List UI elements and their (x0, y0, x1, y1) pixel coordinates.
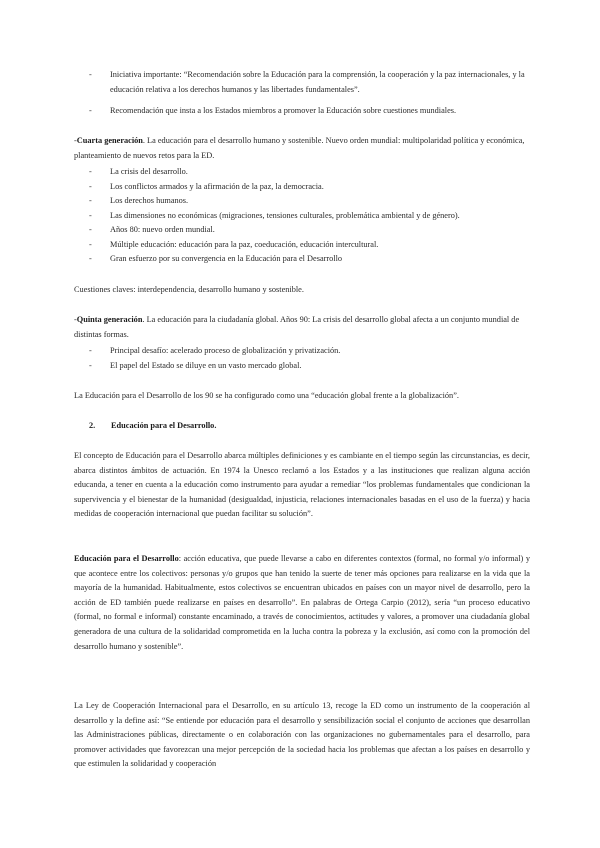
quinta-generacion-intro: . La educación para la ciudadanía global. Años 90: La crisis del desarrollo global afecta a un conjunto mundial de distintas formas. (74, 315, 520, 339)
section-number: 2. (89, 421, 96, 430)
bullet-marker: - (89, 106, 92, 115)
bullet-marker: - (89, 346, 92, 355)
cuarta-generacion-title: Cuarta generación (76, 136, 143, 145)
list-item: Gran esfuerzo por su convergencia en la Educación para el Desarrollo (110, 254, 343, 263)
list-item: Las dimensiones no económicas (migraciones, tensiones culturales, problemática ambiental y de género). (110, 211, 460, 220)
bullet-marker: - (89, 240, 92, 249)
list-item: Recomendación que insta a los Estados miembros a promover la Educación sobre cuestiones mundiales. (110, 106, 457, 115)
bullet-marker: - (89, 254, 92, 263)
bullet-marker: - (89, 211, 92, 220)
prefix-dash: - (74, 315, 77, 324)
bullet-marker: - (89, 225, 92, 234)
list-item: Años 80: nuevo orden mundial. (110, 225, 215, 234)
list-item: Principal desafío: acelerado proceso de globalización y privatización. (110, 346, 341, 355)
bullet-marker: - (89, 70, 92, 79)
cuestiones-claves: Cuestiones claves: interdependencia, desarrollo humano y sostenible. (74, 285, 304, 294)
concepto-paragraph: El concepto de Educación para el Desarrollo abarca múltiples definiciones y es cambiante en el tiempo según las circunstancias, es decir, abarca distintos ámbitos de actuación. En 1974 la Unesco reclamó a los Estados y a las instituciones que realizan alguna acción educanda, a tener en cuenta a la educación como instrumento para ayudar a remediar “los problemas fundamentales que condicionan la supervivencia y el bienestar de la humanidad (desigualdad, injusticia, relaciones internacionales basadas en el uso de la fuerza) y hacia medidas de cooperación internacional que puedan facilitar su solución”. (74, 451, 530, 519)
ed-90s-paragraph: La Educación para el Desarrollo de los 90 se ha configurado como una “educación global frente a la globalización”. (74, 391, 459, 400)
definicion-text: : acción educativa, que puede llevarse a cabo en diferentes contextos (formal, no formal y/o informal) y que acontece entre los colectivos: personas y/o grupos que han tenido la suerte de tener más opciones para realizarse en la vida que la mayoría de la humanidad. Habitualmente, estos colectivos se encuentran ubicados en países con un mayor nivel de desarrollo, pero la acción de ED también puede realizarse en países en desarrollo”. En palabras de Ortega Carpio (2012), sería “un proceso educativo (formal, no formal e informal) constante encaminado, a través de conocimientos, actitudes y valores, a promover una ciudadanía global generadora de una cultura de la solidaridad comprometida en la lucha contra la pobreza y la exclusión, así como con la promoción del desarrollo humano y sostenible”. (74, 554, 530, 651)
ley-paragraph: La Ley de Cooperación Internacional para el Desarrollo, en su artículo 13, recoge la ED como un instrumento de la cooperación al desarrollo y la define así: “Se entiende por educación para el desarrollo y sensibilización social el conjunto de acciones que desarrollan las Administraciones públicas, directamente o en colaboración con las organizaciones no gubernamentales para el desarrollo, para promover actividades que favorezcan una mejor percepción de la sociedad hacia los problemas que afectan a los países en desarrollo y que estimulen la solidaridad y cooperación (74, 701, 530, 769)
section-heading (89, 419, 216, 434)
section-title: Educación para el Desarrollo. (111, 421, 217, 430)
list-item: Múltiple educación: educación para la paz, coeducación, educación intercultural. (110, 240, 379, 249)
bullet-marker: - (89, 196, 92, 205)
bullet-marker: - (89, 167, 92, 176)
list-item: Los derechos humanos. (110, 196, 189, 205)
prefix-dash: - (74, 136, 77, 145)
quinta-generacion-title: Quinta generación (76, 315, 143, 324)
list-item: Iniciativa importante: “Recomendación sobre la Educación para la comprensión, la cooperación y la paz internacionales, y la educación relativa a los derechos humanos y las libertades fundamentales”. (110, 70, 525, 94)
definicion-paragraph (74, 552, 530, 654)
bullet-marker: - (89, 182, 92, 191)
cuarta-generacion-intro: . La educación para el desarrollo humano y sostenible. Nuevo orden mundial: multipolaridad política y económica, planteamiento de nuevos retos para la ED. (74, 136, 525, 160)
quinta-generacion-paragraph (74, 313, 530, 342)
cuarta-generacion-paragraph (74, 134, 530, 163)
definicion-term: Educación para el Desarrollo (74, 554, 179, 563)
list-item: Los conflictos armados y la afirmación de la paz, la democracia. (110, 182, 324, 191)
list-item: La crisis del desarrollo. (110, 167, 188, 176)
list-item: El papel del Estado se diluye en un vasto mercado global. (110, 361, 302, 370)
bullet-marker: - (89, 361, 92, 370)
